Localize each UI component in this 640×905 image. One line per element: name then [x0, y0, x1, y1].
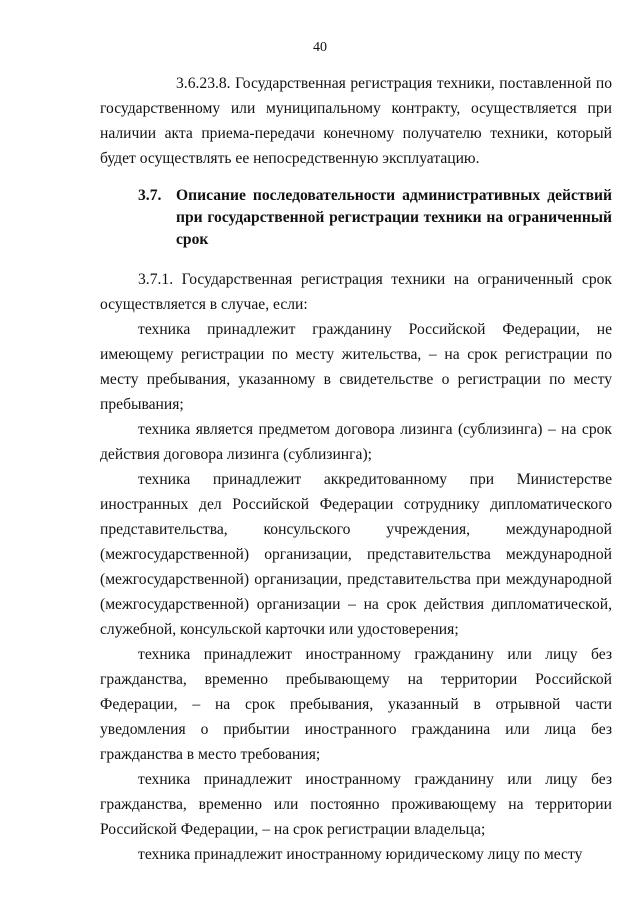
paragraph-diplomatic: техника принадлежит аккредитованному при Министерстве иностранных дел Российской Федерации сотруднику дипломатического представительства, консульского учреждения, международной (межгосударственной) организации, представительства международной (межгосударственной) организации, представительства при международной (межгосударственной) организации – на срок действия дипломатической, служебной, консульской карточки или удостоверения; [100, 471, 612, 638]
paragraph-3-7-1: 3.7.1. Государственная регистрация техники на ограниченный срок осуществляется в случае, если: [100, 271, 612, 313]
clause-text: Государственная регистрация техники, поставленной по государственному или муниципальному контракту, осуществляется при наличии акта приема-передачи конечному получателю техники, который будет осуществлять ее непосредственную эксплуатацию. [100, 75, 612, 167]
page-content [100, 71, 612, 867]
paragraph-foreigner-residence: техника принадлежит иностранному гражданину или лицу без гражданства, временно или постоянно проживающему на территории Российской Федерации, – на срок регистрации владельца; [100, 771, 612, 838]
paragraph-citizen-no-residence: техника принадлежит гражданину Российской Федерации, не имеющему регистрации по месту жительства, – на срок регистрации по месту пребывания, указанному в свидетельстве о регистрации по месту пребывания; [100, 321, 612, 413]
section-title: Описание последовательности административных действий при государственной регистрации техники на ограниченный срок [176, 187, 612, 248]
page-number: 40 [313, 40, 327, 55]
section-heading-3-7 [100, 185, 612, 251]
paragraph-foreigner-temporary-stay: техника принадлежит иностранному гражданину или лицу без гражданства, временно пребывающему на территории Российской Федерации, – на срок пребывания, указанный в отрывной части уведомления о прибытии иностранного гражданина или лица без гражданства в место требования; [100, 646, 612, 763]
clause-number: 3.6.23.8. [176, 75, 231, 92]
section-number: 3.7. [138, 187, 162, 204]
clause-3-6-23-8 [100, 71, 612, 171]
paragraph-leasing: техника является предметом договора лизинга (сублизинга) – на срок действия договора лизинга (сублизинга); [100, 421, 612, 463]
paragraph-foreign-legal-entity: техника принадлежит иностранному юридическому лицу по месту [138, 846, 583, 863]
